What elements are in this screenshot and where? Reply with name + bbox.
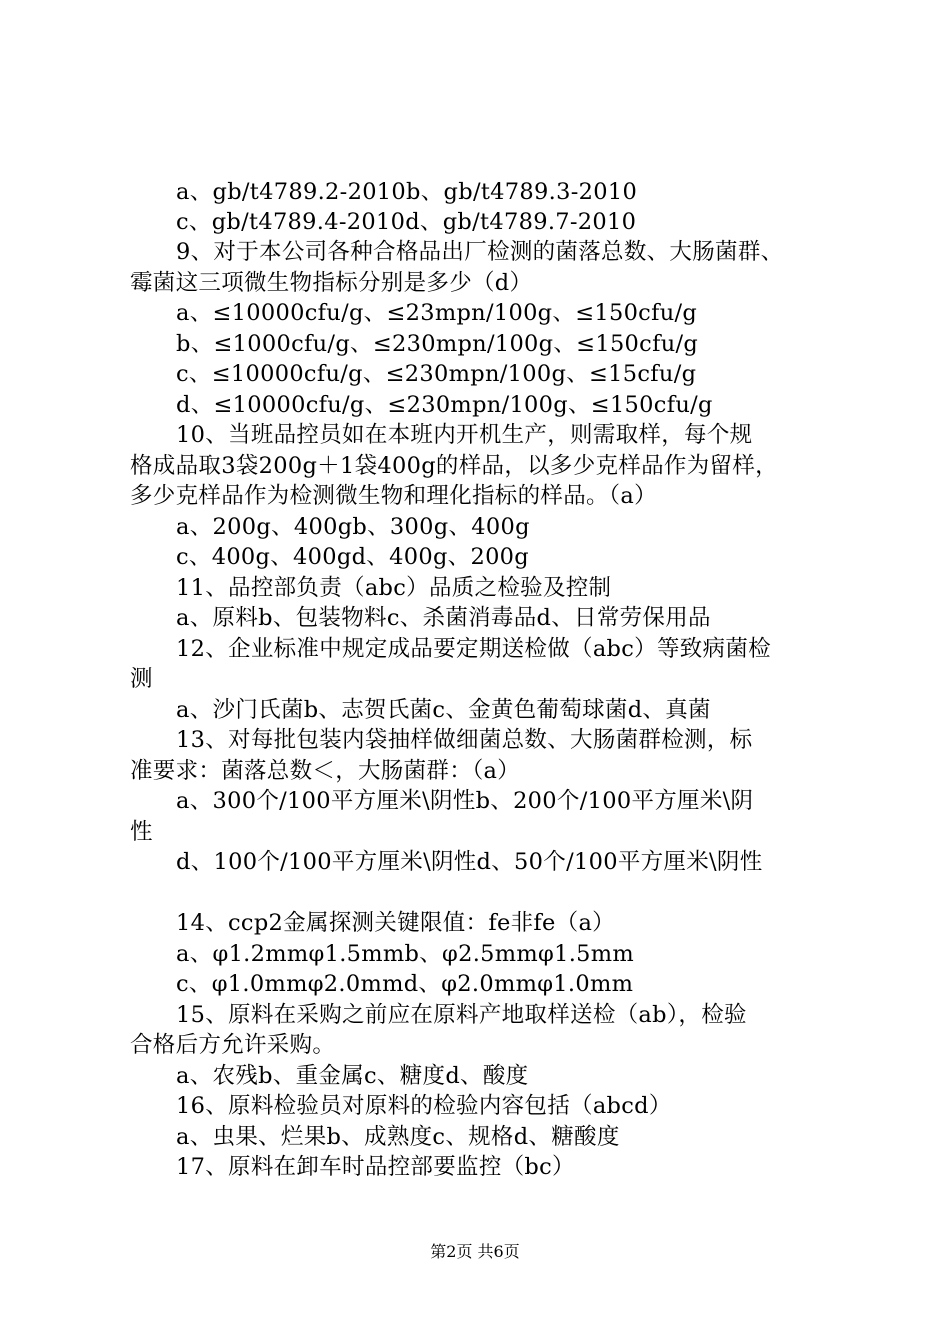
question-line: 15、原料在采购之前应在原料产地取样送检（ab），检验 (176, 1002, 747, 1028)
question-line: 16、原料检验员对原料的检验内容包括（abcd） (176, 1093, 672, 1119)
question-line: 13、对每批包装内袋抽样做细菌总数、大肠菌群检测，标 (176, 727, 753, 753)
text-line: c、400g、400gd、400g、200g (176, 544, 529, 570)
question-line: 14、ccp2金属探测关键限值：fe非fe（a） (176, 910, 615, 936)
text-line: a、原料b、包装物料c、杀菌消毒品d、日常劳保用品 (176, 605, 711, 631)
question-line: 12、企业标准中规定成品要定期送检做（abc）等致病菌检 (176, 636, 771, 662)
text-line: b、≤1000cfu/g、≤230mpn/100g、≤150cfu/g (176, 331, 699, 357)
question-line: 9、对于本公司各种合格品出厂检测的菌落总数、大肠菌群、 (176, 239, 784, 265)
text-line: 霉菌这三项微生物指标分别是多少（d） (130, 270, 533, 296)
text-line: a、农残b、重金属c、糖度d、酸度 (176, 1063, 529, 1089)
text-line: a、≤10000cfu/g、≤23mpn/100g、≤150cfu/g (176, 300, 698, 326)
text-line: a、200g、400gb、300g、400g (176, 514, 530, 540)
text-line: c、≤10000cfu/g、≤230mpn/100g、≤15cfu/g (176, 361, 697, 387)
text-line: a、沙门氏菌b、志贺氏菌c、金黄色葡萄球菌d、真菌 (176, 697, 711, 723)
question-line: 10、当班品控员如在本班内开机生产，则需取样，每个规 (176, 422, 753, 448)
text-line: 性 (130, 819, 153, 845)
text-line: 合格后方允许采购。 (130, 1032, 336, 1058)
text-line: d、≤10000cfu/g、≤230mpn/100g、≤150cfu/g (176, 392, 713, 418)
question-line: 11、品控部负责（abc）品质之检验及控制 (176, 575, 612, 601)
page-number-footer: 第2页 共6页 (430, 1242, 520, 1261)
question-line: 17、原料在卸车时品控部要监控（bc） (176, 1154, 575, 1180)
text-line: 准要求：菌落总数＜，大肠菌群：（a） (130, 758, 521, 784)
text-line: 格成品取3袋200g＋1袋400g的样品，以多少克样品作为留样， (130, 453, 778, 479)
text-line: a、虫果、烂果b、成熟度c、规格d、糖酸度 (176, 1124, 620, 1150)
text-line: c、φ1.0mmφ2.0mmd、φ2.0mmφ1.0mm (176, 971, 634, 997)
text-line: a、gb/t4789.2-2010b、gb/t4789.3-2010 (176, 179, 638, 205)
text-line: c、gb/t4789.4-2010d、gb/t4789.7-2010 (176, 209, 637, 235)
text-line: 多少克样品作为检测微生物和理化指标的样品。（a） (130, 483, 657, 509)
text-line: a、φ1.2mmφ1.5mmb、φ2.5mmφ1.5mm (176, 941, 635, 967)
text-line: d、100个/100平方厘米\阴性d、50个/100平方厘米\阴性 (176, 849, 763, 875)
text-line: a、300个/100平方厘米\阴性b、200个/100平方厘米\阴 (176, 788, 754, 814)
text-line: 测 (130, 666, 153, 692)
